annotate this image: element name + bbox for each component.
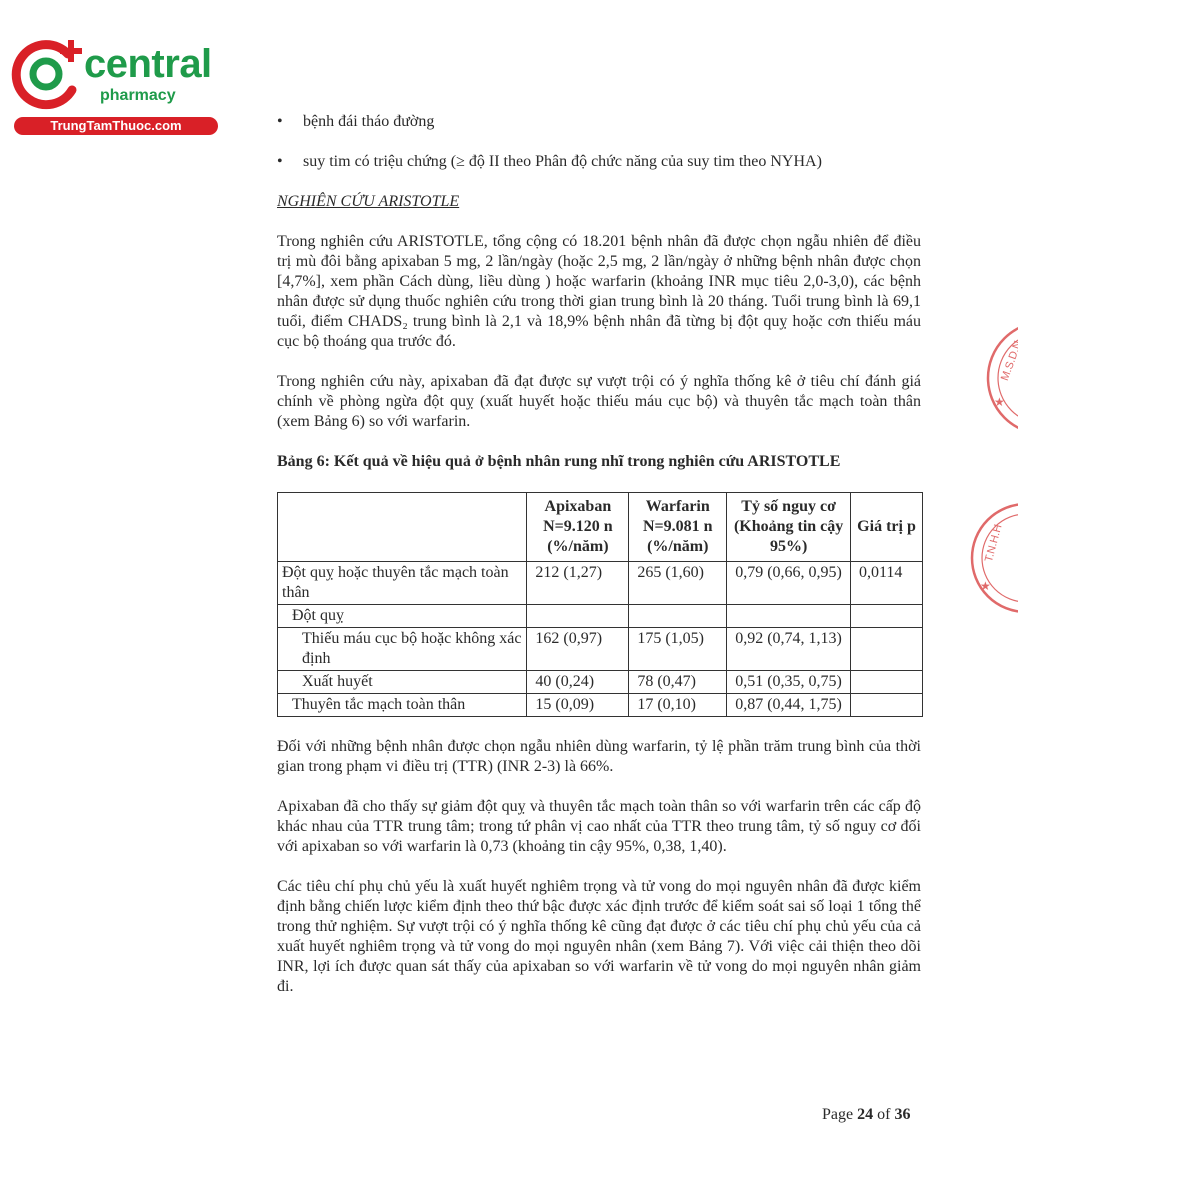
results-table xyxy=(277,492,923,717)
red-seal-stamp-icon xyxy=(984,318,1025,438)
table-header-cell: Tỷ số nguy cơ (Khoảng tin cậy 95%) xyxy=(727,493,851,562)
p-value-cell xyxy=(851,605,923,628)
table-title: Bảng 6: Kết quả về hiệu quả ở bệnh nhân rung nhĩ trong nghiên cứu ARISTOTLE xyxy=(277,453,841,470)
section-title: NGHIÊN CỨU ARISTOTLE xyxy=(277,193,460,210)
paragraph: Trong nghiên cứu ARISTOTLE, tổng cộng có 18.201 bệnh nhân đã được chọn ngẫu nhiên để điều trị mù đôi bằng apixaban 5 mg, 2 lần/ngày (hoặc 2,5 mg, 2 lần/ngày ở những bệnh nhân được chọn [4,7%], xem phần Cách dùng, liều dùng ) hoặc warfarin (khoảng INR mục tiêu 2,0-3,0), các bệnh nhân được sử dụng thuốc nghiên cứu trong thời gian trung bình là 20 tháng. Tuổi trung bình là 69,1 tuổi, điểm CHADS₂ trung bình là 2,1 và 18,9% bệnh nhân đã từng bị đột quỵ hoặc cơn thiếu máu cục bộ thoáng qua trước đó. xyxy=(277,233,921,350)
table-row xyxy=(278,628,923,671)
table-header-cell: Giá trị p xyxy=(851,493,923,562)
bullet-text: suy tim có triệu chứng (≥ độ II theo Phân độ chức năng của suy tim theo NYHA) xyxy=(303,153,822,170)
hazard-ratio-cell: 0,79 (0,66, 0,95) xyxy=(727,562,851,605)
apixaban-cell: 162 (0,97) xyxy=(527,628,629,671)
hazard-ratio-cell: 0,92 (0,74, 1,13) xyxy=(727,628,851,671)
svg-text:★: ★ xyxy=(994,395,1005,409)
p-value-cell xyxy=(851,694,923,717)
table-row xyxy=(278,562,923,605)
paragraph: Trong nghiên cứu này, apixaban đã đạt được sự vượt trội có ý nghĩa thống kê ở tiêu chí đánh giá chính về phòng ngừa đột quỵ (xuất huyết hoặc thiếu máu cục bộ) và thuyên tắc mạch toàn thân (xem Bảng 6) so với warfarin. xyxy=(277,373,921,430)
table-row xyxy=(278,605,923,628)
svg-text:★: ★ xyxy=(980,579,991,593)
hazard-ratio-cell xyxy=(727,605,851,628)
bullet-text: bệnh đái tháo đường xyxy=(303,113,435,130)
table-row xyxy=(278,694,923,717)
apixaban-cell: 15 (0,09) xyxy=(527,694,629,717)
table-row xyxy=(278,671,923,694)
logo-subtitle: pharmacy xyxy=(100,87,176,104)
paragraph: Đối với những bệnh nhân được chọn ngẫu nhiên dùng warfarin, tỷ lệ phần trăm trung bình của thời gian trong phạm vi điều trị (TTR) (INR 2-3) là 66%. xyxy=(277,738,921,775)
red-seal-stamp-icon xyxy=(966,500,1018,615)
central-logo-icon xyxy=(10,36,90,114)
p-value-cell xyxy=(851,671,923,694)
logo-url-badge[interactable]: TrungTamThuoc.com xyxy=(14,117,218,135)
page-current: 24 xyxy=(857,1106,874,1123)
table-header-cell: Warfarin N=9.081 n (%/năm) xyxy=(629,493,727,562)
page-total: 36 xyxy=(894,1106,911,1123)
paragraph: Các tiêu chí phụ chủ yếu là xuất huyết nghiêm trọng và tử vong do mọi nguyên nhân đã được kiểm định bằng chiến lược kiểm định theo thứ bậc được xác định trước để kiểm soát sai số loại 1 tổng thể trong thử nghiệm. Sự vượt trội có ý nghĩa thống kê cũng đạt được ở các tiêu chí phụ chủ yếu của cả xuất huyết nghiêm trọng và tử vong do mọi nguyên nhân (xem Bảng 7). Với việc cải thiện theo dõi INR, lợi ích được quan sát thấy của apixaban so với warfarin về tử vong do mọi nguyên nhân giảm đi. xyxy=(277,878,921,995)
page-number xyxy=(822,1106,910,1124)
row-label: Thuyên tắc mạch toàn thân xyxy=(278,694,527,717)
bullet-dot-icon: • xyxy=(277,113,283,130)
stamp-text: M.S.D.N xyxy=(998,339,1025,383)
warfarin-cell xyxy=(629,605,727,628)
apixaban-cell: 40 (0,24) xyxy=(527,671,629,694)
paragraph: Apixaban đã cho thấy sự giảm đột quỵ và thuyên tắc mạch toàn thân so với warfarin trên các cấp độ khác nhau của TTR trung tâm; trong tứ phân vị cao nhất của TTR theo trung tâm, tỷ số nguy cơ đối với apixaban so với warfarin là 0,73 (khoảng tin cậy 95%, 0,38, 1,40). xyxy=(277,798,921,855)
warfarin-cell: 175 (1,05) xyxy=(629,628,727,671)
table-header-row xyxy=(278,493,923,562)
row-label: Xuất huyết xyxy=(278,671,527,694)
p-value-cell: 0,0114 xyxy=(851,562,923,605)
central-pharmacy-logo[interactable] xyxy=(10,36,215,136)
bullet-item xyxy=(277,152,921,172)
logo-name: central xyxy=(84,42,212,86)
row-label: Đột quỵ xyxy=(278,605,527,628)
bullet-item xyxy=(277,112,921,132)
page-prefix: Page xyxy=(822,1106,854,1123)
p-value-cell xyxy=(851,628,923,671)
apixaban-cell xyxy=(527,605,629,628)
warfarin-cell: 265 (1,60) xyxy=(629,562,727,605)
document-body xyxy=(277,112,921,1017)
row-label: Đột quỵ hoặc thuyên tắc mạch toàn thân xyxy=(278,562,527,605)
warfarin-cell: 78 (0,47) xyxy=(629,671,727,694)
table-header-cell: Apixaban N=9.120 n (%/năm) xyxy=(527,493,629,562)
row-label: Thiếu máu cục bộ hoặc không xác định xyxy=(278,628,527,671)
warfarin-cell: 17 (0,10) xyxy=(629,694,727,717)
hazard-ratio-cell: 0,51 (0,35, 0,75) xyxy=(727,671,851,694)
page-of: of xyxy=(877,1106,891,1123)
hazard-ratio-cell: 0,87 (0,44, 1,75) xyxy=(727,694,851,717)
bullet-dot-icon: • xyxy=(277,153,283,170)
stamp-text: T.N.H.H xyxy=(982,523,1005,564)
table-header-cell xyxy=(278,493,527,562)
apixaban-cell: 212 (1,27) xyxy=(527,562,629,605)
